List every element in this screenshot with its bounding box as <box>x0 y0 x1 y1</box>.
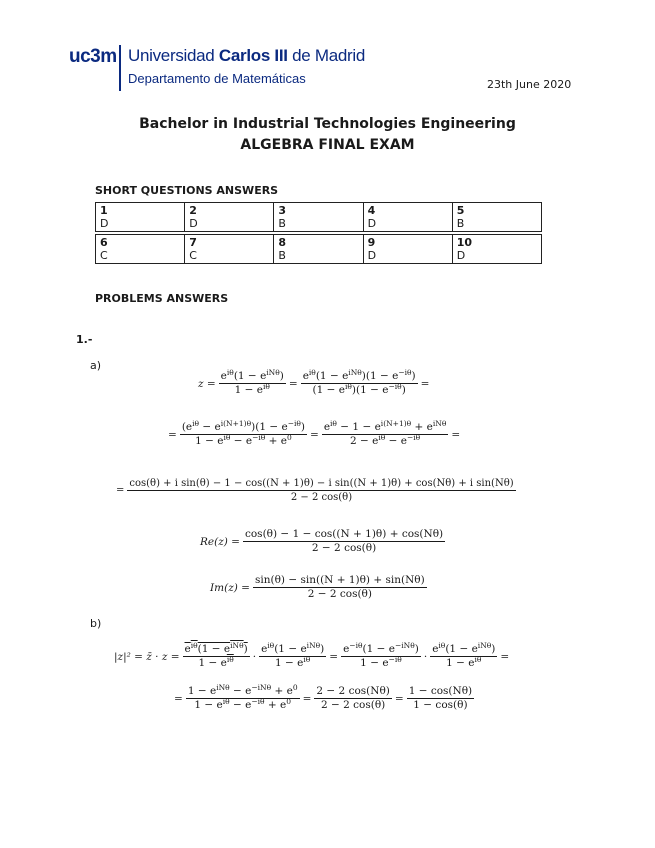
equals-sign: = <box>168 428 177 441</box>
fraction <box>243 528 445 555</box>
question-number: 9 <box>367 236 376 249</box>
numerator: cos(θ) + i sin(θ) − 1 − cos((N + 1)θ) − i sin((N + 1)θ) + cos(Nθ) + i sin(Nθ) <box>129 478 514 489</box>
denominator: $1 - e^{i\theta}$ <box>259 656 326 670</box>
answer-cell <box>274 203 363 232</box>
denominator: 2 − 2 cos(θ) <box>253 587 427 601</box>
answer-cell <box>96 235 185 264</box>
eq-lhs: Im(z) = <box>210 581 250 594</box>
university-prefix: Universidad <box>128 46 219 65</box>
answer-letter: B <box>456 217 465 230</box>
eq-lhs: z = <box>198 377 216 390</box>
equation-trig-form <box>116 477 516 504</box>
fraction <box>219 370 286 397</box>
question-number: 1 <box>100 204 108 217</box>
denominator: 1 − cos(θ) <box>407 698 474 712</box>
uc3m-logo-mark: uc3m <box>69 46 117 67</box>
numerator: $e^{i\theta} - 1 - e^{i(N+1)\theta} + e^{iN\theta}$ <box>323 419 447 433</box>
university-bold: Carlos III <box>218 46 288 65</box>
answer-letter: C <box>189 249 197 262</box>
answer-letter: B <box>278 217 286 230</box>
equals-sign: = <box>174 692 183 705</box>
fraction <box>259 643 326 670</box>
denominator: $1 - e^{i\theta} - e^{-i\theta} + e^0$ <box>180 434 307 448</box>
exam-title: ALGEBRA FINAL EXAM <box>240 137 415 153</box>
answer-cell <box>274 235 363 264</box>
numerator: 1 − cos(Nθ) <box>408 685 473 697</box>
numerator: $e^{i\theta}(1 - e^{iN\theta})(1 - e^{-i\theta})$ <box>302 368 416 382</box>
question-number: 10 <box>456 236 473 249</box>
answers-table <box>95 202 542 264</box>
equals-sign: = <box>451 428 461 441</box>
short-questions-heading: SHORT QUESTIONS ANSWERS <box>95 184 279 197</box>
fraction <box>180 421 307 448</box>
equals-sign: = <box>329 650 339 663</box>
fraction <box>301 370 418 397</box>
denominator: $2 - e^{i\theta} - e^{-i\theta}$ <box>322 434 449 448</box>
dot-operator: · <box>423 650 428 663</box>
answer-letter: D <box>100 217 109 230</box>
numerator: $e^{i\theta}(1 - e^{iN\theta})$ <box>432 641 496 655</box>
equation-imaginary-part <box>210 574 427 601</box>
numerator: cos(θ) − 1 − cos((N + 1)θ) + cos(Nθ) <box>244 528 444 540</box>
answers-row <box>96 203 542 232</box>
fraction <box>314 685 391 712</box>
numerator: $e^{i\theta}(1 - e^{iN\theta})$ <box>220 368 284 382</box>
denominator: $1 - e^{i\theta}$ <box>183 656 250 670</box>
denominator: $(1 - e^{i\theta})(1 - e^{-i\theta})$ <box>301 383 418 397</box>
equation-modulus-result <box>174 685 474 712</box>
answer-letter: B <box>278 249 286 262</box>
answer-letter: D <box>367 249 377 262</box>
question-number: 2 <box>189 204 197 217</box>
equals-sign: = <box>420 377 430 390</box>
numerator: $(e^{i\theta} - e^{i(N+1)\theta})(1 - e^{-i\theta})$ <box>181 419 305 433</box>
numerator: $e^{i\theta}(1 - e^{iN\theta})$ <box>184 641 248 655</box>
equals-sign: = <box>310 428 319 441</box>
equals-sign: = <box>116 485 125 496</box>
question-number: 8 <box>278 236 287 249</box>
denominator: $1 - e^{i\theta}$ <box>430 656 497 670</box>
numerator: $e^{i\theta}(1 - e^{iN\theta})$ <box>261 641 325 655</box>
numerator: $1 - e^{iN\theta} - e^{-iN\theta} + e^0$ <box>187 683 298 697</box>
problems-heading: PROBLEMS ANSWERS <box>95 292 229 305</box>
question-number: 7 <box>189 236 197 249</box>
fraction <box>430 643 497 670</box>
numerator: $e^{-i\theta}(1 - e^{-iN\theta})$ <box>343 641 419 655</box>
numerator: 2 − 2 cos(Nθ) <box>316 685 390 697</box>
answer-cell <box>452 235 541 264</box>
university-name <box>128 46 365 66</box>
question-number: 5 <box>456 204 465 217</box>
eq-lhs: |z|² = z̄ · z = <box>114 650 180 663</box>
denominator: 2 − 2 cos(θ) <box>127 490 515 504</box>
fraction <box>407 685 474 712</box>
equals-sign: = <box>500 650 510 663</box>
fraction <box>186 685 300 712</box>
equation-modulus <box>114 643 509 670</box>
question-number: 4 <box>367 204 376 217</box>
question-number: 6 <box>100 236 108 249</box>
denominator: 2 − 2 cos(θ) <box>243 541 445 555</box>
answer-cell <box>96 203 185 232</box>
university-suffix: de Madrid <box>287 46 366 65</box>
denominator: $1 - e^{i\theta} - e^{-i\theta} + e^0$ <box>186 698 300 712</box>
degree-title: Bachelor in Industrial Technologies Engineering <box>139 116 516 132</box>
answer-letter: C <box>100 249 108 262</box>
equals-sign: = <box>288 377 298 390</box>
part-a-label: a) <box>90 359 102 372</box>
equation-expansion <box>168 421 460 448</box>
fraction-conjugate <box>183 643 250 670</box>
fraction <box>341 643 421 670</box>
problem-label: 1.- <box>76 333 93 346</box>
answer-cell <box>363 235 452 264</box>
exam-date: 23th June 2020 <box>487 78 572 91</box>
equals-sign: = <box>394 692 404 705</box>
equals-sign: = <box>302 692 312 705</box>
denominator: 2 − 2 cos(θ) <box>314 698 391 712</box>
answer-letter: D <box>456 249 466 262</box>
question-number: 3 <box>278 204 287 217</box>
equation-real-part <box>200 528 445 555</box>
fraction <box>253 574 427 601</box>
numerator: sin(θ) − sin((N + 1)θ) + sin(Nθ) <box>254 574 425 586</box>
logo-divider <box>119 45 121 91</box>
answer-cell <box>185 235 274 264</box>
answers-row <box>96 235 542 264</box>
department-name: Departamento de Matemáticas <box>128 71 306 86</box>
part-b-label: b) <box>90 617 102 630</box>
fraction <box>127 477 515 504</box>
answer-letter: D <box>189 217 198 230</box>
dot-operator: · <box>252 650 257 663</box>
equation-z-definition <box>198 370 429 397</box>
denominator: $1 - e^{i\theta}$ <box>219 383 286 397</box>
answer-letter: D <box>367 217 377 230</box>
fraction <box>322 421 449 448</box>
eq-lhs: Re(z) = <box>200 535 240 548</box>
denominator: $1 - e^{-i\theta}$ <box>341 656 421 670</box>
answer-cell <box>363 203 452 232</box>
answer-cell <box>452 203 541 232</box>
answer-cell <box>185 203 274 232</box>
